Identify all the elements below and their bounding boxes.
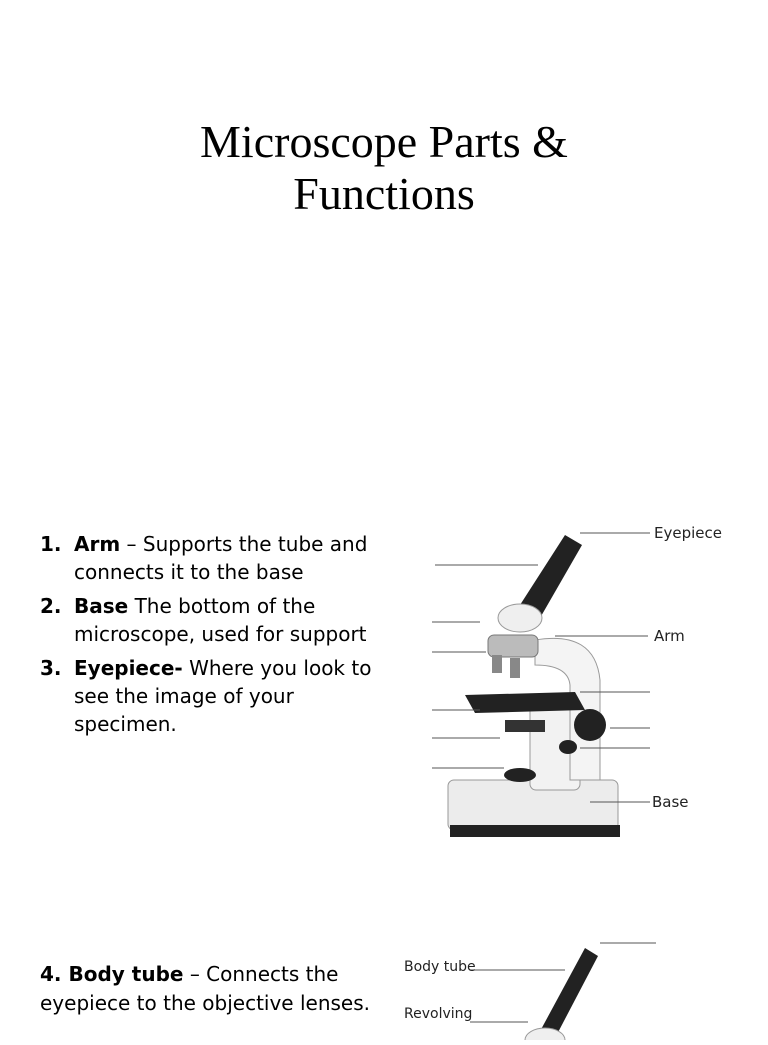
item-term: 4. Body tube (40, 962, 184, 986)
title-line-2: Functions (293, 168, 475, 219)
item-description: Where you look to see the image of your specimen. (74, 656, 372, 736)
microscope-diagram (420, 480, 740, 860)
item-number: 1. (40, 532, 62, 556)
item-description: The bottom of the microscope, used for support (74, 594, 367, 646)
item-description: – Connects the eyepiece to the objective lenses. (40, 962, 370, 1015)
item-term: Eyepiece- (74, 656, 183, 680)
page-title (84, 116, 684, 220)
item-number: 3. (40, 656, 62, 680)
item-term: Base (74, 594, 129, 618)
body-tube-slide (0, 890, 768, 1024)
item-term: Arm (74, 532, 121, 556)
item-description: – Supports the tube and connects it to the base (74, 532, 368, 584)
parts-slide (0, 440, 768, 890)
label-arm: Arm (654, 627, 685, 645)
label-base: Base (652, 793, 689, 811)
item-number: 2. (40, 594, 62, 618)
list-item (40, 592, 390, 648)
label-revolving: Revolving (404, 1006, 473, 1022)
label-body-tube: Body tube (404, 959, 476, 975)
parts-list (40, 530, 390, 744)
list-item (40, 654, 390, 738)
title-line-1: Microscope Parts & (200, 116, 568, 167)
label-eyepiece: Eyepiece (654, 524, 722, 542)
list-item (40, 530, 390, 586)
body-tube-paragraph (40, 960, 390, 1018)
title-slide (0, 0, 768, 440)
